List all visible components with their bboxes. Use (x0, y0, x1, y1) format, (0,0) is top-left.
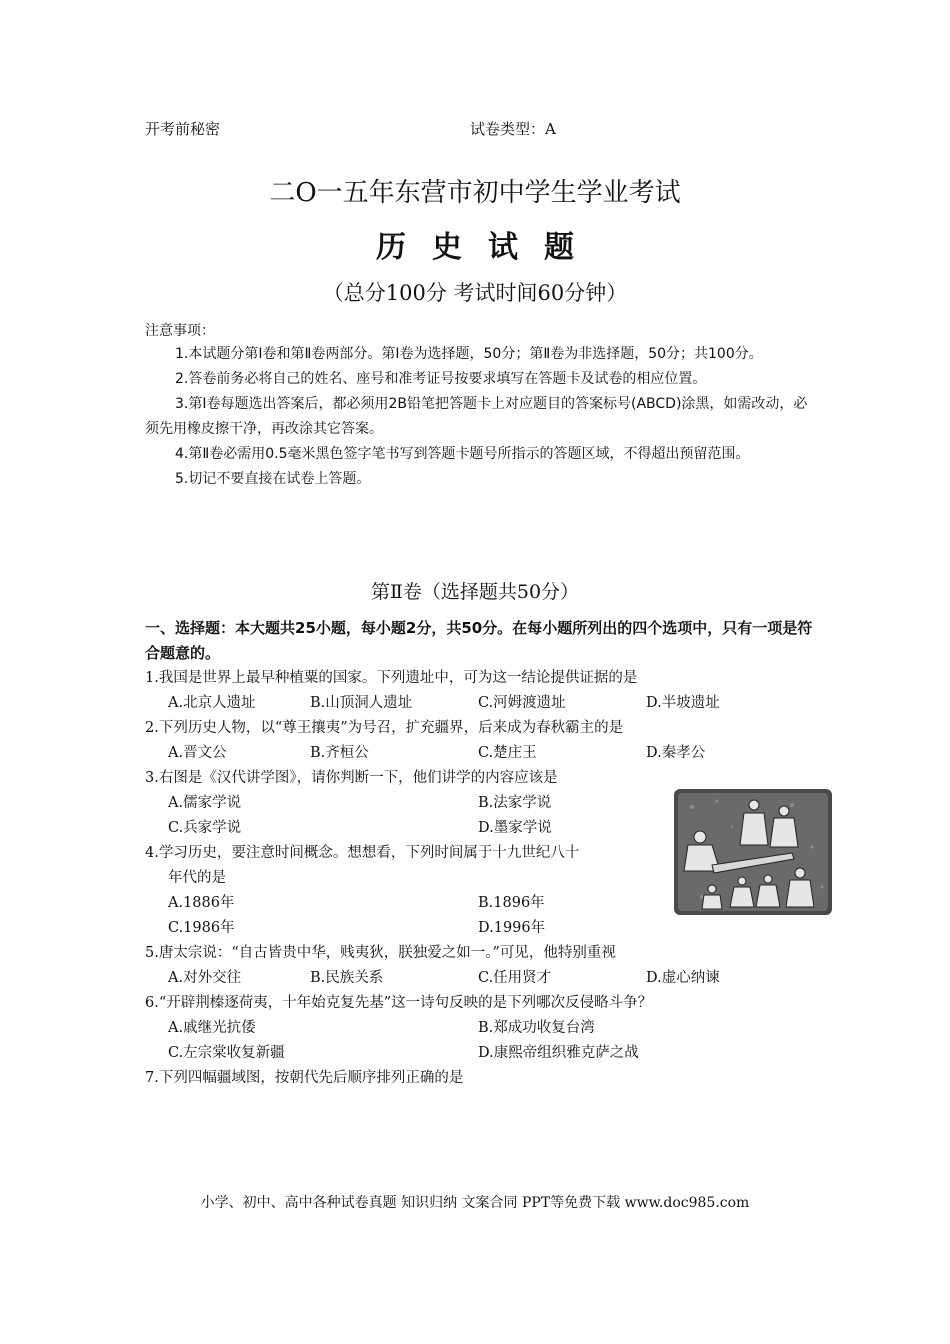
notice-heading: 注意事项： (145, 323, 215, 339)
question-1-stem: 1.我国是世界上最早种植粟的国家。下列遗址中，可为这一结论提供证据的是 (145, 670, 638, 686)
q5-option-c: C.任用贤才 (478, 970, 552, 986)
q5-option-a: A.对外交往 (168, 970, 242, 986)
q6-option-d: D.康熙帝组织雅克萨之战 (478, 1045, 639, 1061)
q3-option-a: A.儒家学说 (168, 795, 242, 811)
q2-option-b: B.齐桓公 (310, 745, 369, 761)
q5-option-b: B.民族关系 (310, 970, 384, 986)
question-2-stem: 2.下列历史人物，以“尊王攘夷”为号召，扩充疆界，后来成为春秋霸主的是 (145, 720, 624, 736)
question-3-stem: 3.右图是《汉代讲学图》，请你判断一下，他们讲学的内容应该是 (145, 770, 558, 786)
q1-option-b: B.山顶洞人遗址 (310, 695, 413, 711)
exam-title: 二O一五年东营市初中学生学业考试 (269, 178, 681, 208)
question-7-stem: 7.下列四幅疆域图，按朝代先后顺序排列正确的是 (145, 1070, 464, 1086)
q4-option-a: A.1886年 (168, 895, 235, 911)
q1-option-c: C.河姆渡遗址 (478, 695, 566, 711)
q3-option-d: D.墨家学说 (478, 820, 552, 836)
notice-item: 1.本试题分第Ⅰ卷和第Ⅱ卷两部分。第Ⅰ卷为选择题，50分；第Ⅱ卷为非选择题，50分；共100分。 (175, 346, 763, 362)
q4-option-b: B.1896年 (478, 895, 545, 911)
exam-info: （总分100分 考试时间60分钟） (322, 281, 628, 305)
question-6-stem: 6.“开辟荆榛逐荷夷，十年始克复先基”这一诗句反映的是下列哪次反侵略斗争？ (145, 995, 653, 1011)
notice-item: 2.答卷前务必将自己的姓名、座号和准考证号按要求填写在答题卡及试卷的相应位置。 (175, 371, 707, 387)
notice-item: 4.第Ⅱ卷必需用0.5毫米黑色签字笔书写到答题卡题号所指示的答题区域，不得超出预留范围。 (175, 446, 750, 462)
q6-option-a: A.戚继光抗倭 (168, 1020, 256, 1036)
q2-option-c: C.楚庄王 (478, 745, 537, 761)
section-title: 第Ⅱ卷（选择题共50分） (370, 581, 580, 603)
q6-option-c: C.左宗棠收复新疆 (168, 1045, 285, 1061)
q1-option-a: A.北京人遗址 (168, 695, 256, 711)
confidential-label: 开考前秘密 (145, 120, 221, 138)
question-5-stem: 5.唐太宗说：“自古皆贵中华，贱夷狄，朕独爱之如一。”可见，他特别重视 (145, 945, 616, 961)
q1-option-d: D.半坡遗址 (646, 695, 720, 711)
q4-option-d: D.1996年 (478, 920, 546, 936)
q2-option-a: A.晋文公 (168, 745, 227, 761)
notice-item: 5.切记不要直接在试卷上答题。 (175, 471, 371, 487)
q2-option-d: D.秦孝公 (646, 745, 706, 761)
q6-option-b: B.郑成功收复台湾 (478, 1020, 595, 1036)
subject-title: 历史试题 (376, 230, 600, 265)
q3-option-c: C.兵家学说 (168, 820, 242, 836)
paper-type-label: 试卷类型：A (470, 120, 556, 138)
section-instructions: 一、选择题：本大题共25小题，每小题2分，共50分。在每小题所列出的四个选项中，只有一项是符合题意的。 (145, 619, 813, 662)
q3-option-b: B.法家学说 (478, 795, 552, 811)
notice-list (145, 342, 815, 492)
question-4-stem-cont: 年代的是 (168, 870, 226, 886)
question-4-stem: 4.学习历史，要注意时间概念。想想看，下列时间属于十九世纪八十 (145, 845, 580, 861)
han-lecture-illustration (672, 787, 834, 917)
notice-item: 3.第Ⅰ卷每题选出答案后，都必须用2B铅笔把答题卡上对应题目的答案标号(ABCD)涂黑，如需改动，必须先用橡皮擦干净，再改涂其它答案。 (145, 396, 808, 437)
footer-ad: 小学、初中、高中各种试卷真题 知识归纳 文案合同 PPT等免费下载 www.doc985.com (200, 1195, 750, 1211)
q5-option-d: D.虚心纳谏 (646, 970, 720, 986)
q4-option-c: C.1986年 (168, 920, 235, 936)
